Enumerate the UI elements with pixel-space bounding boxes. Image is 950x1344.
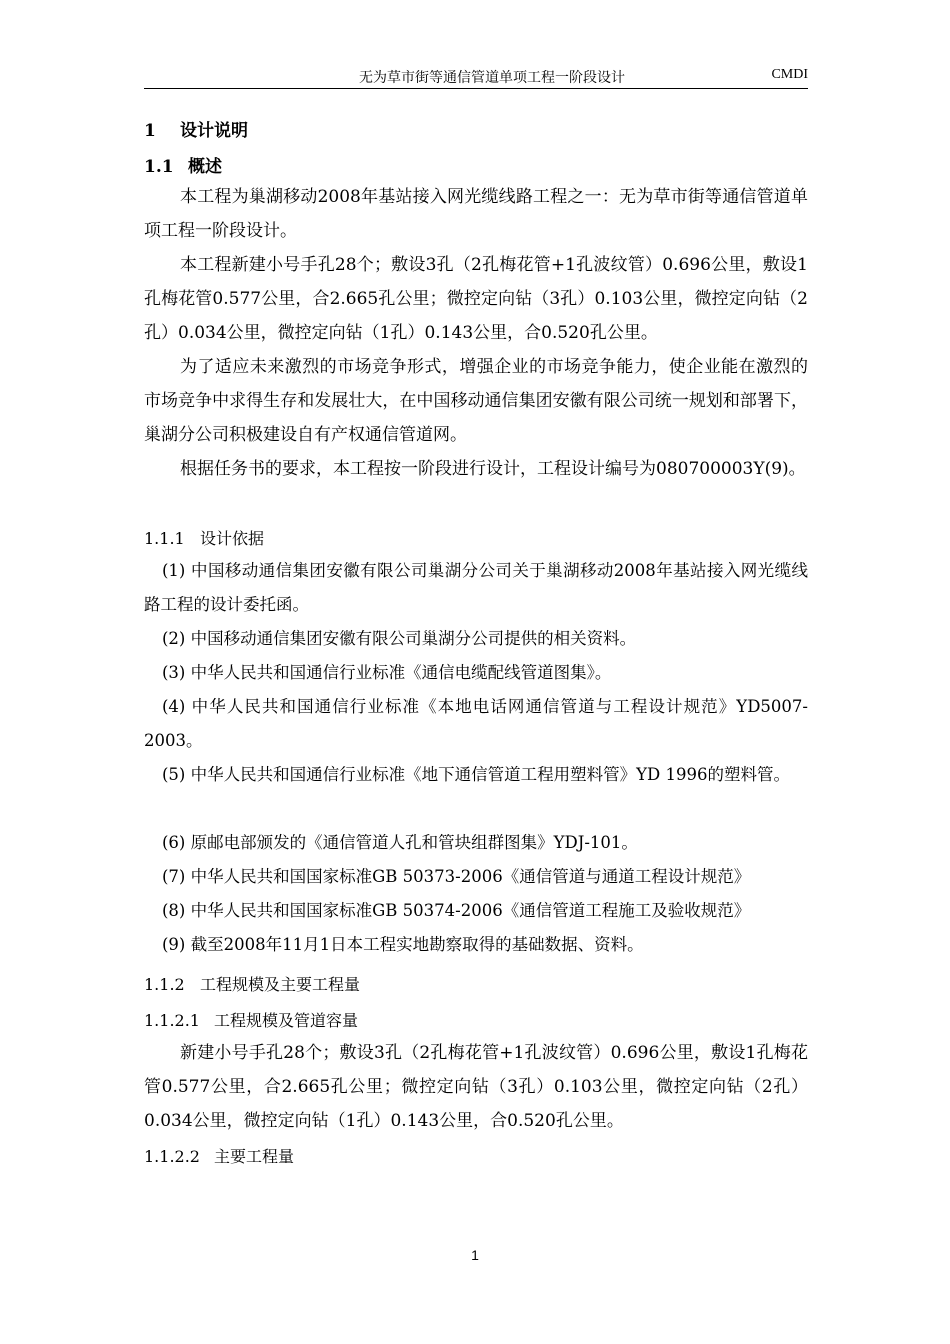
section-number: 1.1.2 xyxy=(144,975,185,994)
section-title: 概述 xyxy=(188,157,222,177)
section-title: 主要工程量 xyxy=(214,1147,295,1166)
section-heading-1 xyxy=(144,116,248,141)
section-title: 设计说明 xyxy=(180,121,248,141)
section-number: 1.1 xyxy=(144,157,174,177)
section-heading-1-1-2-2 xyxy=(144,1144,294,1167)
overview-paragraph: 本工程新建小号手孔28个；敷设3孔（2孔梅花管+1孔波纹管）0.696公里，敷设1孔梅花管0.577公里，合2.665孔公里；微控定向钻（3孔）0.103公里，微控定向钻（2孔）0.034公里，微控定向钻（1孔）0.143公里，合0.520孔公里。 xyxy=(144,255,808,343)
page-header xyxy=(144,64,808,89)
page-number: 1 xyxy=(471,1247,479,1263)
section-heading-1-1 xyxy=(144,152,222,177)
basis-list-item: (1) 中国移动通信集团安徽有限公司巢湖分公司关于巢湖移动2008年基站接入网光缆线路工程的设计委托函。 xyxy=(144,561,808,614)
basis-list-item: (8) 中华人民共和国国家标准GB 50374-2006《通信管道工程施工及验收规范》 xyxy=(162,901,751,920)
section-number: 1.1.1 xyxy=(144,529,185,548)
basis-list-item: (9) 截至2008年11月1日本工程实地勘察取得的基础数据、资料。 xyxy=(162,935,644,954)
basis-list-item: (6) 原邮电部颁发的《通信管道人孔和管块组群图集》YDJ-101。 xyxy=(162,833,638,852)
section-heading-1-1-2 xyxy=(144,972,360,995)
overview-paragraph: 为了适应未来激烈的市场竞争形式，增强企业的市场竞争能力，使企业能在激烈的市场竞争中求得生存和发展壮大，在中国移动通信集团安徽有限公司统一规划和部署下，巢湖分公司积极建设自有产权通信管道网。 xyxy=(144,357,808,445)
section-title: 工程规模及主要工程量 xyxy=(200,975,361,994)
section-title: 设计依据 xyxy=(200,529,265,548)
basis-list-item: (3) 中华人民共和国通信行业标准《通信电缆配线管道图集》。 xyxy=(162,663,612,682)
header-org: CMDI xyxy=(771,67,808,82)
basis-list-item: (5) 中华人民共和国通信行业标准《地下通信管道工程用塑料管》YD 1996的塑料管。 xyxy=(162,765,790,784)
section-heading-1-1-1 xyxy=(144,526,264,549)
section-number: 1.1.2.1 xyxy=(144,1011,200,1030)
basis-list-item: (7) 中华人民共和国国家标准GB 50373-2006《通信管道与通道工程设计规范》 xyxy=(162,867,751,886)
section-number: 1 xyxy=(144,121,156,141)
basis-list-item: (2) 中国移动通信集团安徽有限公司巢湖分公司提供的相关资料。 xyxy=(162,629,637,648)
header-title: 无为草市街等通信管道单项工程一阶段设计 xyxy=(359,70,625,86)
overview-paragraph: 本工程为巢湖移动2008年基站接入网光缆线路工程之一：无为草市街等通信管道单项工程一阶段设计。 xyxy=(144,187,808,241)
basis-list-item: (4) 中华人民共和国通信行业标准《本地电话网通信管道与工程设计规范》YD5007-2003。 xyxy=(144,697,808,750)
section-number: 1.1.2.2 xyxy=(144,1147,200,1166)
section-heading-1-1-2-1 xyxy=(144,1008,358,1031)
scale-paragraph: 新建小号手孔28个；敷设3孔（2孔梅花管+1孔波纹管）0.696公里，敷设1孔梅花管0.577公里，合2.665孔公里；微控定向钻（3孔）0.103公里，微控定向钻（2孔）0.034公里，微控定向钻（1孔）0.143公里，合0.520孔公里。 xyxy=(144,1043,808,1131)
section-title: 工程规模及管道容量 xyxy=(214,1011,359,1030)
overview-paragraph: 根据任务书的要求，本工程按一阶段进行设计，工程设计编号为080700003Y(9)。 xyxy=(180,459,806,479)
